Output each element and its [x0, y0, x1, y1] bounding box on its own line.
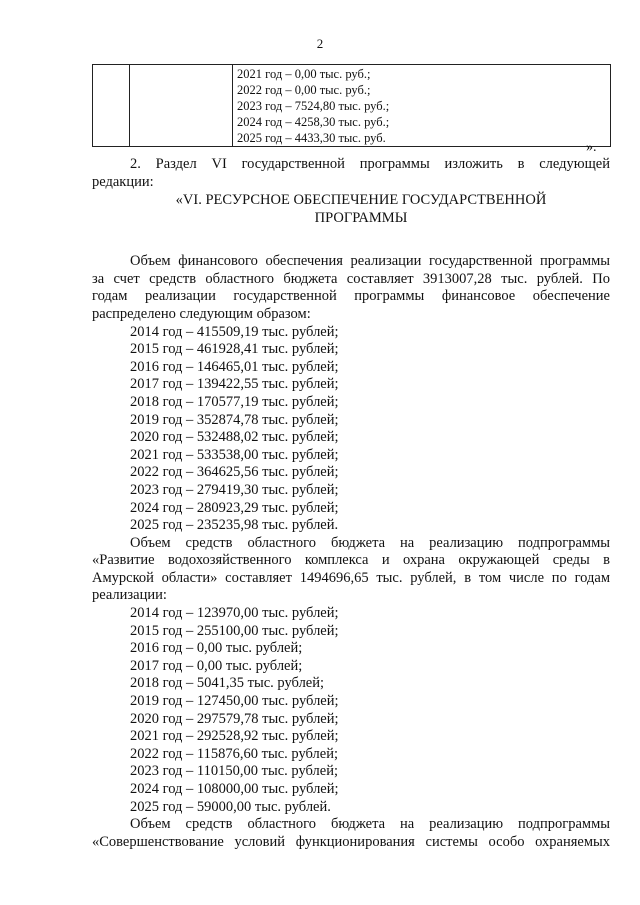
para1-line: Объем финансового обеспечения реализации государственной программы	[130, 253, 610, 270]
year-line: 2022 год – 115876,60 тыс. рублей;	[130, 745, 338, 762]
year-line: 2022 год – 364625,56 тыс. рублей;	[130, 464, 339, 481]
year-line: 2016 год – 0,00 тыс. рублей;	[130, 640, 303, 657]
year-line: 2024 год – 280923,29 тыс. рублей;	[130, 499, 339, 516]
table-line: 2023 год – 7524,80 тыс. руб.;	[237, 99, 390, 113]
year-line: 2025 год – 235235,98 тыс. рублей.	[130, 517, 339, 534]
table-cell-empty-1	[93, 65, 130, 147]
table-line: 2021 год – 0,00 тыс. руб.;	[237, 67, 371, 81]
year-line: 2017 год – 0,00 тыс. рублей;	[130, 657, 303, 674]
table-row	[93, 65, 611, 147]
para2-line: «Развитие водохозяйственного комплекса и охрана окружающей среды в	[92, 552, 610, 569]
spacer	[92, 227, 610, 253]
document-body	[92, 156, 610, 851]
year-line: 2020 год – 297579,78 тыс. рублей;	[130, 710, 339, 727]
year-line: 2014 год – 123970,00 тыс. рублей;	[130, 605, 339, 622]
table-cell-empty-2	[130, 65, 233, 147]
year-line: 2018 год – 5041,35 тыс. рублей;	[130, 675, 325, 692]
table-line: 2022 год – 0,00 тыс. руб.;	[237, 83, 371, 97]
heading-line: ПРОГРАММЫ	[314, 210, 408, 227]
para2-line: Объем средств областного бюджета на реализацию подпрограммы	[130, 534, 610, 551]
para3-line: «Совершенствование условий функционирования системы особо охраняемых	[92, 833, 610, 850]
year-line: 2017 год – 139422,55 тыс. рублей;	[130, 376, 339, 393]
year-line: 2023 год – 279419,30 тыс. рублей;	[130, 481, 339, 498]
year-line: 2019 год – 127450,00 тыс. рублей;	[130, 693, 339, 710]
year-line: 2020 год – 532488,02 тыс. рублей;	[130, 429, 339, 446]
year-line: 2025 год – 59000,00 тыс. рублей.	[130, 798, 331, 815]
heading-line: «VI. РЕСУРСНОЕ ОБЕСПЕЧЕНИЕ ГОСУДАРСТВЕННОЙ	[175, 192, 547, 209]
para1-line: распределено следующим образом:	[92, 305, 311, 322]
table-cell-funding	[233, 65, 611, 147]
section-heading	[92, 191, 610, 227]
item2-line: 2. Раздел VI государственной программы изложить в следующей	[130, 156, 610, 172]
year-line: 2023 год – 110150,00 тыс. рублей;	[130, 763, 338, 780]
year-line: 2021 год – 533538,00 тыс. рублей;	[130, 446, 339, 463]
year-line: 2015 год – 255100,00 тыс. рублей;	[130, 622, 339, 639]
year-line: 2019 год – 352874,78 тыс. рублей;	[130, 411, 339, 428]
year-line: 2016 год – 146465,01 тыс. рублей;	[130, 358, 339, 375]
para3-line: Объем средств областного бюджета на реализацию подпрограммы	[130, 816, 610, 833]
page-number: 2	[316, 36, 324, 51]
table-line: 2024 год – 4258,30 тыс. руб.;	[237, 115, 390, 129]
para2-line: реализации:	[92, 587, 167, 604]
continued-table	[92, 64, 611, 147]
item2-line: редакции:	[92, 173, 154, 190]
year-line: 2021 год – 292528,92 тыс. рублей;	[130, 728, 339, 745]
year-line: 2024 год – 108000,00 тыс. рублей;	[130, 781, 339, 797]
closing-quote: ».	[586, 140, 597, 155]
year-line: 2018 год – 170577,19 тыс. рублей;	[130, 393, 339, 410]
year-line: 2015 год – 461928,41 тыс. рублей;	[130, 341, 339, 358]
year-line: 2014 год – 415509,19 тыс. рублей;	[130, 323, 339, 340]
para1-line: за счет средств областного бюджета составляет 3913007,28 тыс. рублей. По	[92, 270, 610, 287]
para2-line: Амурской области» составляет 1494696,65 тыс. рублей, в том числе по годам	[92, 569, 610, 586]
table-line: 2025 год – 4433,30 тыс. руб.	[237, 131, 386, 145]
para1-line: годам реализации государственной программы финансовое обеспечение	[92, 288, 610, 305]
